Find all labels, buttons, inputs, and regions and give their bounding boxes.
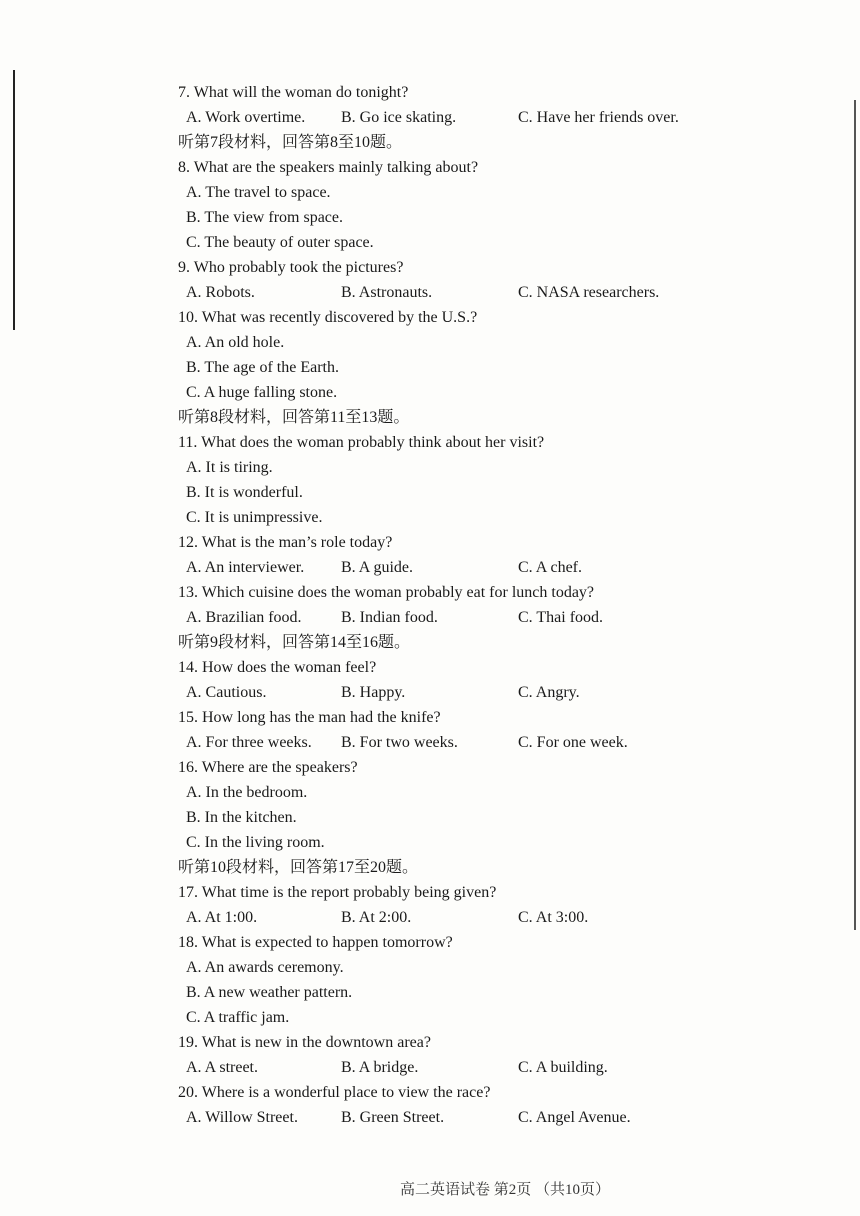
section-instruction: 听第8段材料，回答第11至13题。 — [178, 409, 410, 426]
question-text: 15. How long has the man had the knife? — [178, 709, 441, 726]
answer-option: C. A traffic jam. — [186, 1009, 290, 1026]
answer-option-b: B. A bridge. — [341, 1059, 419, 1076]
answer-option-c: C. For one week. — [518, 734, 628, 751]
answer-option: C. The beauty of outer space. — [186, 234, 374, 251]
answer-option-a: A. A street. — [186, 1059, 258, 1076]
question-text: 10. What was recently discovered by the U.S.? — [178, 309, 478, 326]
answer-option-a: A. For three weeks. — [186, 734, 312, 751]
answer-options-row — [178, 105, 738, 130]
answer-option-c: C. NASA researchers. — [518, 284, 660, 301]
answer-option-a: A. At 1:00. — [186, 909, 258, 926]
page-footer: 高二英语试卷 第2页 （共10页） — [400, 1182, 611, 1198]
question-text: 17. What time is the report probably being given? — [178, 884, 497, 901]
answer-option-b: B. Green Street. — [341, 1109, 445, 1126]
section-instruction: 听第10段材料，回答第17至20题。 — [178, 859, 419, 876]
question-text: 14. How does the woman feel? — [178, 659, 377, 676]
scan-edge-left — [13, 70, 15, 330]
answer-option-c: C. Have her friends over. — [518, 109, 679, 126]
answer-option-c: C. A building. — [518, 1059, 608, 1076]
answer-option-b: B. For two weeks. — [341, 734, 458, 751]
answer-option-a: A. Robots. — [186, 284, 255, 301]
answer-option: A. An awards ceremony. — [186, 959, 344, 976]
answer-option: A. The travel to space. — [186, 184, 331, 201]
answer-option: C. In the living room. — [186, 834, 325, 851]
answer-option: B. A new weather pattern. — [186, 984, 353, 1001]
question-text: 13. Which cuisine does the woman probably eat for lunch today? — [178, 584, 595, 601]
question-text: 20. Where is a wonderful place to view the race? — [178, 1084, 491, 1101]
question-text: 7. What will the woman do tonight? — [178, 84, 409, 101]
answer-option-c: C. Angry. — [518, 684, 580, 701]
answer-option-c: C. A chef. — [518, 559, 582, 576]
question-text: 8. What are the speakers mainly talking about? — [178, 159, 479, 176]
answer-option-b: B. Astronauts. — [341, 284, 433, 301]
answer-option-b: B. Go ice skating. — [341, 109, 457, 126]
question-text: 9. Who probably took the pictures? — [178, 259, 404, 276]
answer-option-c: C. Thai food. — [518, 609, 604, 626]
section-instruction: 听第9段材料，回答第14至16题。 — [178, 634, 411, 651]
answer-option-c: C. Angel Avenue. — [518, 1109, 631, 1126]
answer-option: A. An old hole. — [186, 334, 285, 351]
answer-option: B. In the kitchen. — [186, 809, 297, 826]
question-text: 19. What is new in the downtown area? — [178, 1034, 431, 1051]
answer-option-a: A. An interviewer. — [186, 559, 305, 576]
answer-option: B. The age of the Earth. — [186, 359, 339, 376]
answer-option: A. It is tiring. — [186, 459, 273, 476]
answer-options-row — [178, 280, 738, 305]
question-text: 11. What does the woman probably think about her visit? — [178, 434, 545, 451]
answer-options-row — [178, 605, 738, 630]
exam-page-content — [178, 80, 738, 1130]
answer-option: C. A huge falling stone. — [186, 384, 338, 401]
question-text: 18. What is expected to happen tomorrow? — [178, 934, 453, 951]
answer-option-b: B. Happy. — [341, 684, 406, 701]
answer-options-row — [178, 1055, 738, 1080]
section-instruction: 听第7段材料，回答第8至10题。 — [178, 134, 403, 151]
answer-option: C. It is unimpressive. — [186, 509, 323, 526]
answer-option-b: B. A guide. — [341, 559, 414, 576]
answer-option-a: A. Work overtime. — [186, 109, 306, 126]
answer-options-row — [178, 1105, 738, 1130]
answer-options-row — [178, 905, 738, 930]
answer-option-b: B. At 2:00. — [341, 909, 412, 926]
answer-options-row — [178, 730, 738, 755]
answer-option-b: B. Indian food. — [341, 609, 438, 626]
question-text: 12. What is the man’s role today? — [178, 534, 393, 551]
scan-edge-right — [854, 100, 856, 930]
answer-option-c: C. At 3:00. — [518, 909, 589, 926]
answer-option-a: A. Willow Street. — [186, 1109, 298, 1126]
question-text: 16. Where are the speakers? — [178, 759, 358, 776]
answer-option: A. In the bedroom. — [186, 784, 308, 801]
answer-option-a: A. Brazilian food. — [186, 609, 302, 626]
answer-options-row — [178, 555, 738, 580]
answer-option: B. It is wonderful. — [186, 484, 303, 501]
answer-option-a: A. Cautious. — [186, 684, 267, 701]
answer-option: B. The view from space. — [186, 209, 343, 226]
answer-options-row — [178, 680, 738, 705]
